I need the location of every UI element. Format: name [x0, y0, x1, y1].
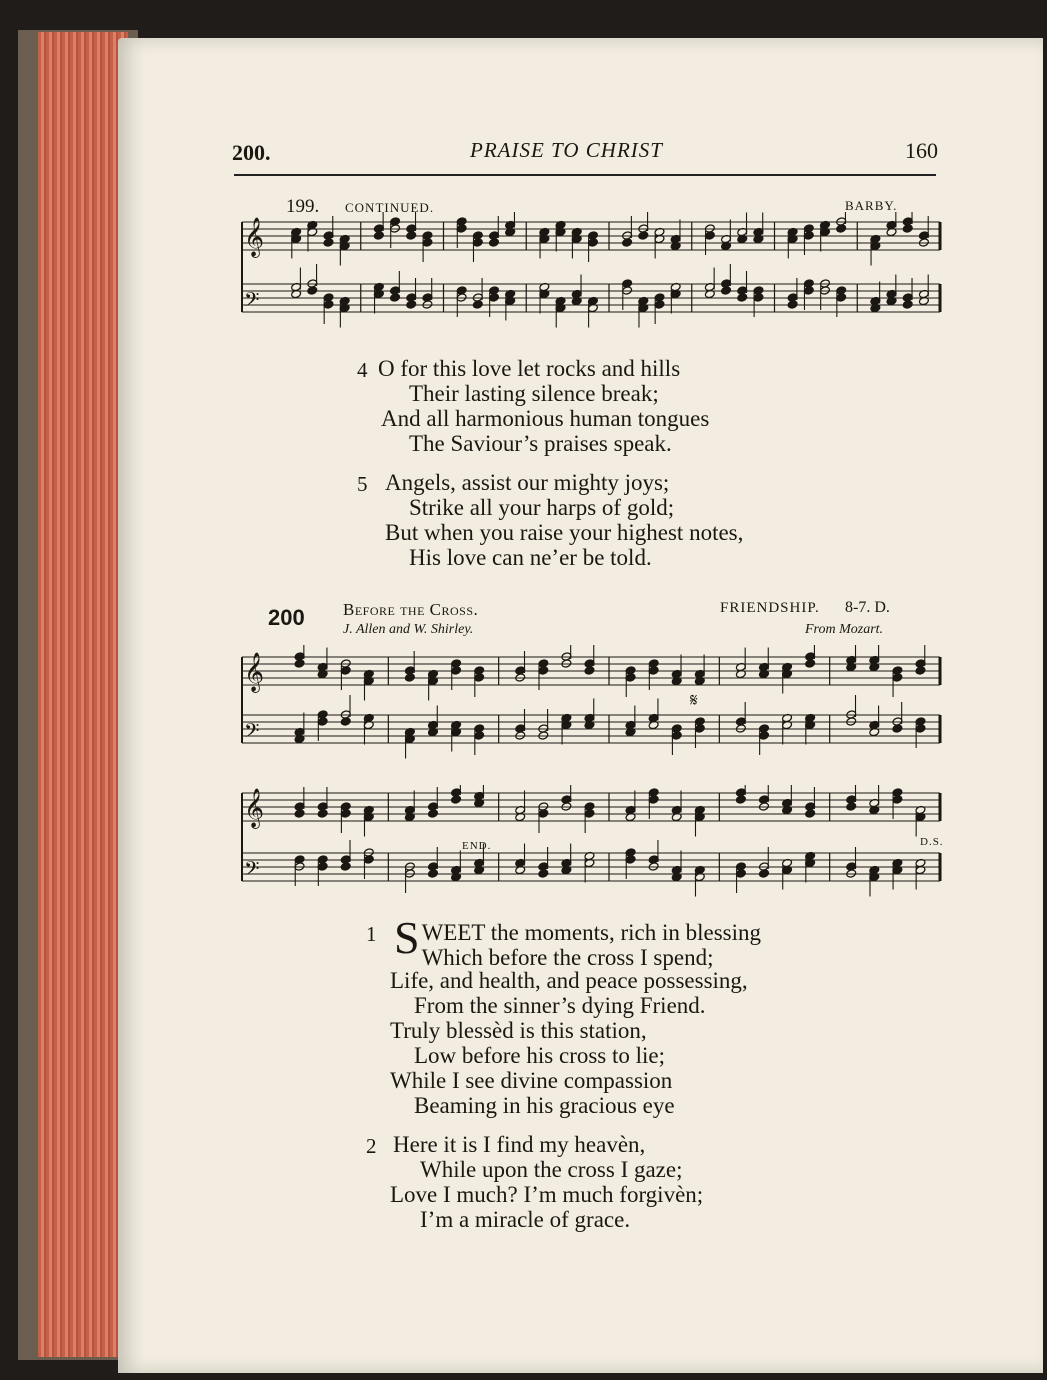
header-title: PRAISE TO CHRIST: [470, 138, 663, 162]
note-head: [373, 231, 384, 240]
hymn200-number: 200: [268, 605, 305, 630]
hymn199-tune-name: BARBY.: [845, 198, 898, 213]
stanza-line: But when you raise your highest notes,: [385, 520, 744, 545]
note-head: [538, 869, 549, 878]
bass-clef-icon: 𝄢: [244, 857, 260, 885]
note-head: [759, 869, 770, 878]
stanza-line: Here it is I find my heavèn,: [393, 1132, 646, 1157]
note-head: [902, 224, 913, 233]
stanza-line: While upon the cross I gaze;: [420, 1157, 683, 1182]
stanza-number: 1: [366, 922, 377, 946]
stanza-line: Truly blessèd is this station,: [390, 1018, 647, 1043]
note-head: [836, 224, 847, 233]
note-head: [294, 659, 305, 668]
note-head: [737, 293, 748, 302]
stanza-number: 5: [357, 472, 368, 496]
stanza-line: Life, and health, and peace possessing,: [390, 968, 748, 993]
stanza-line: From the sinner’s dying Friend.: [414, 993, 706, 1018]
end-label: END.: [462, 840, 492, 852]
note-head: [846, 802, 857, 811]
note-head: [638, 231, 649, 240]
note-head: [340, 862, 351, 871]
stanza-number: 4: [357, 358, 368, 382]
note-head: [489, 238, 500, 247]
treble-clef-icon: 𝄞: [244, 217, 265, 257]
stanza-line: I’m a miracle of grace.: [420, 1207, 631, 1232]
stanza-line: WEET the moments, rich in blessing: [421, 920, 762, 945]
header-rule: [234, 174, 936, 176]
stanza-line: O for this love let rocks and hills: [378, 356, 681, 381]
note-head: [902, 300, 913, 309]
note-head: [390, 293, 401, 302]
note-head: [735, 795, 746, 804]
hymn200-tune-name: FRIENDSHIP.: [720, 600, 820, 616]
bass-clef-icon: 𝄢: [244, 719, 260, 747]
segno-sign: 𝄋: [690, 690, 698, 710]
hymn200-tune-source: From Mozart.: [805, 622, 884, 637]
note-head: [915, 666, 926, 675]
note-head: [805, 809, 816, 818]
stanza-number: 2: [366, 1134, 377, 1158]
hymn200-stanza-2: [366, 1132, 886, 1232]
hymn200-music-score-system-2: [230, 785, 948, 905]
note-head: [451, 795, 462, 804]
treble-clef-icon: 𝄞: [244, 788, 265, 828]
note-head: [323, 238, 334, 247]
stanza-line: Low before his cross to lie;: [414, 1043, 666, 1068]
header-hymn-number: 200.: [232, 140, 271, 165]
stanza-line: His love can ne’er be told.: [409, 545, 652, 570]
hymn199-stanza-4: [357, 356, 857, 456]
hymn200-music-score-system-1: [230, 645, 948, 770]
note-head: [805, 659, 816, 668]
stanza-line: Which before the cross I spend;: [421, 945, 714, 970]
stanza-line: And all harmonious human tongues: [381, 406, 710, 431]
stanza-line: While I see divine compassion: [390, 1068, 673, 1093]
page-number: 160: [905, 138, 938, 163]
stanza-line: Love I much? I’m much forgivèn;: [390, 1182, 704, 1207]
bass-clef-icon: 𝄢: [244, 288, 260, 316]
note-head: [294, 809, 305, 818]
note-head: [317, 809, 328, 818]
ds-label: D.S.: [920, 836, 944, 848]
hymn200-stanza-1: [366, 912, 886, 1118]
note-head: [307, 286, 318, 295]
hymn200-authors: J. Allen and W. Shirley.: [343, 622, 474, 637]
note-head: [584, 666, 595, 675]
note-head: [721, 286, 732, 295]
drop-cap: S: [394, 912, 420, 963]
hymn200-meter: 8-7. D.: [845, 599, 890, 616]
note-head: [892, 724, 903, 733]
note-head: [406, 300, 417, 309]
treble-clef-icon: 𝄞: [244, 652, 265, 692]
stanza-line: Angels, assist our mighty joys;: [385, 470, 670, 495]
note-head: [404, 673, 415, 682]
note-head: [787, 300, 798, 309]
hymn199-number: 199.: [286, 196, 320, 217]
hymn199-stanza-5: [357, 470, 857, 570]
stanza-line: Beaming in his gracious eye: [414, 1093, 675, 1118]
note-head: [622, 238, 633, 247]
hymn199-music-score: [230, 212, 948, 352]
note-head: [472, 300, 483, 309]
stanza-line: Their lasting silence break;: [409, 381, 659, 406]
stanza-line: The Saviour’s praises speak.: [409, 431, 672, 456]
hymn199-continued-label: CONTINUED.: [345, 200, 435, 215]
note-head: [406, 231, 417, 240]
page-edges: [38, 32, 128, 1357]
note-head: [340, 717, 351, 726]
hymn200-title: Before the Cross.: [343, 600, 479, 619]
stanza-line: Strike all your harps of gold;: [409, 495, 675, 520]
note-head: [428, 809, 439, 818]
note-head: [428, 869, 439, 878]
